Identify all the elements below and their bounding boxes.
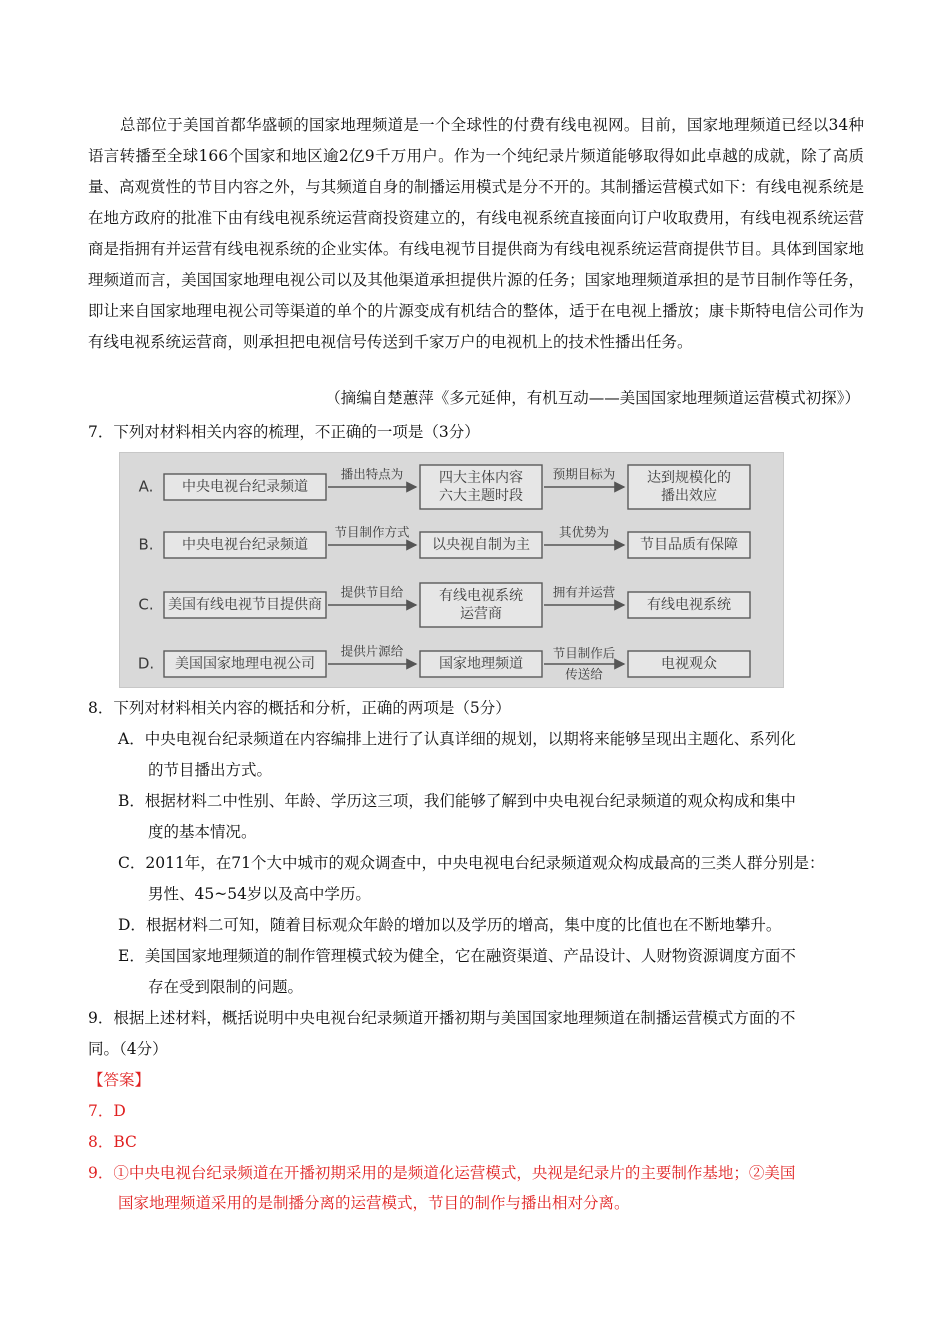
row-d-letter: D. <box>137 654 155 673</box>
passage-paragraph: 总部位于美国首都华盛顿的国家地理频道是一个全球性的付费有线电视网。目前，国家地理频道已经以34种语言转播至全球166个国家和地区逾2亿9千万用户。作为一个纯纪录片频道能够取得如此卓越的成就，除了高质量、高观赏性的节目内容之外，与其频道自身的制播运用模式是分不开的。其制播运营模式如下：有线电视系统是在地方政府的批准下由有线电视系统运营商投资建立的，有线电视系统直接面向订户收取费用，有线电视系统运营商是指拥有并运营有线电视系统的企业实体。有线电视节目提供商为有线电视系统运营商提供节目。具体到国家地理频道而言，美国国家地理电视公司以及其他渠道承担提供片源的任务；国家地理频道承担的是节目制作等任务，即让来自国家地理电视公司等渠道的单个的片源变成有机结合的整体，适于在电视上播放；康卡斯特电信公司作为有线电视系统运营商，则承担把电视信号传送到千家万户的电视机上的技术性播出任务。 <box>88 116 864 351</box>
question-7-flowchart <box>119 452 784 688</box>
row-a-box-3-text-1: 达到规模化的 <box>647 470 731 486</box>
row-c-box-2-text-2: 运营商 <box>460 606 502 622</box>
row-b-arrow-1-label: 节目制作方式 <box>334 524 410 540</box>
row-a-box-2-text-1: 四大主体内容 <box>439 470 523 486</box>
question-8-stem: 8．下列对材料相关内容的概括和分析，正确的两项是（5分） <box>88 699 511 717</box>
row-a-letter: A. <box>138 477 154 496</box>
answer-7: 7．D <box>88 1102 126 1120</box>
option-e-line1: E．美国国家地理频道的制作管理模式较为健全，它在融资渠道、产品设计、人财物资源调度方面不 <box>118 947 796 965</box>
option-e-line2: 存在受到限制的问题。 <box>148 978 304 996</box>
row-c-box-1-text-1: 美国有线电视节目提供商 <box>168 597 322 613</box>
row-d-arrow-1-label: 提供片源给 <box>340 643 404 659</box>
option-c-line2: 男性、45~54岁以及高中学历。 <box>148 885 371 903</box>
row-d-box-3-text-1: 电视观众 <box>661 656 717 672</box>
row-d-arrow-2-label-2: 传送给 <box>565 666 603 682</box>
row-a-box-1-text-1: 中央电视台纪录频道 <box>182 479 308 495</box>
answer-heading: 【答案】 <box>88 1071 151 1089</box>
row-a-arrow-2-label: 预期目标为 <box>552 466 616 482</box>
row-b-letter: B. <box>138 535 154 554</box>
row-b-box-3-text-1: 节目品质有保障 <box>640 537 738 553</box>
row-c-box-3-text-1: 有线电视系统 <box>647 597 731 613</box>
answer-9-line1: 9．①中央电视台纪录频道在开播初期采用的是频道化运营模式，央视是纪录片的主要制作基地；②美国 <box>88 1164 796 1182</box>
option-a-line2: 的节目播出方式。 <box>148 761 273 779</box>
row-a-box-2-text-2: 六大主题时段 <box>439 488 523 504</box>
row-d-box-1-text-1: 美国国家地理电视公司 <box>175 656 315 672</box>
option-d-line1: D．根据材料二可知，随着目标观众年龄的增加以及学历的增高，集中度的比值也在不断地攀升。 <box>118 916 782 934</box>
question-8-option-d <box>118 910 864 941</box>
row-b-arrow-2-label: 其优势为 <box>558 524 610 540</box>
row-b-box-2-text-1: 以央视自制为主 <box>432 537 530 553</box>
question-8-option-e <box>118 941 864 1003</box>
question-9-line2: 同。（4分） <box>88 1040 168 1058</box>
option-b-line2: 度的基本情况。 <box>148 823 257 841</box>
row-d-arrow-2-label-1: 节目制作后 <box>552 645 616 661</box>
question-8-option-c <box>118 848 864 910</box>
row-c-letter: C. <box>138 595 154 614</box>
row-c-arrow-2-label: 拥有并运营 <box>552 584 616 600</box>
row-a-box-3-text-2: 播出效应 <box>661 488 717 504</box>
passage-source: （摘编自楚蕙萍《多元延伸，有机互动——美国国家地理频道运营模式初探》） <box>325 389 860 407</box>
option-b-line1: B．根据材料二中性别、年龄、学历这三项，我们能够了解到中央电视台纪录频道的观众构成和集中 <box>118 792 796 810</box>
row-c-box-2-text-1: 有线电视系统 <box>439 588 523 604</box>
question-9-line1: 9．根据上述材料，概括说明中央电视台纪录频道开播初期与美国国家地理频道在制播运营模式方面的不 <box>88 1009 796 1027</box>
row-c-arrow-1-label: 提供节目给 <box>340 584 404 600</box>
answer-9-line2: 国家地理频道采用的是制播分离的运营模式，节目的制作与播出相对分离。 <box>118 1194 630 1212</box>
option-a-line1: A．中央电视台纪录频道在内容编排上进行了认真详细的规划，以期将来能够呈现出主题化、系列化 <box>118 730 796 748</box>
row-a-arrow-1-label: 播出特点为 <box>340 466 404 482</box>
question-8-option-a <box>118 724 864 786</box>
row-d-box-2-text-1: 国家地理频道 <box>439 656 523 672</box>
question-8-option-b <box>118 786 864 848</box>
answer-8: 8．BC <box>88 1133 137 1151</box>
option-c-line1: C．2011年，在71个大中城市的观众调查中，中央电视电台纪录频道观众构成最高的三类人群分别是： <box>118 854 825 872</box>
flowchart-svg <box>120 453 783 687</box>
question-7-stem: 7．下列对材料相关内容的梳理，不正确的一项是（3分） <box>88 423 480 441</box>
row-b-box-1-text-1: 中央电视台纪录频道 <box>182 537 308 553</box>
